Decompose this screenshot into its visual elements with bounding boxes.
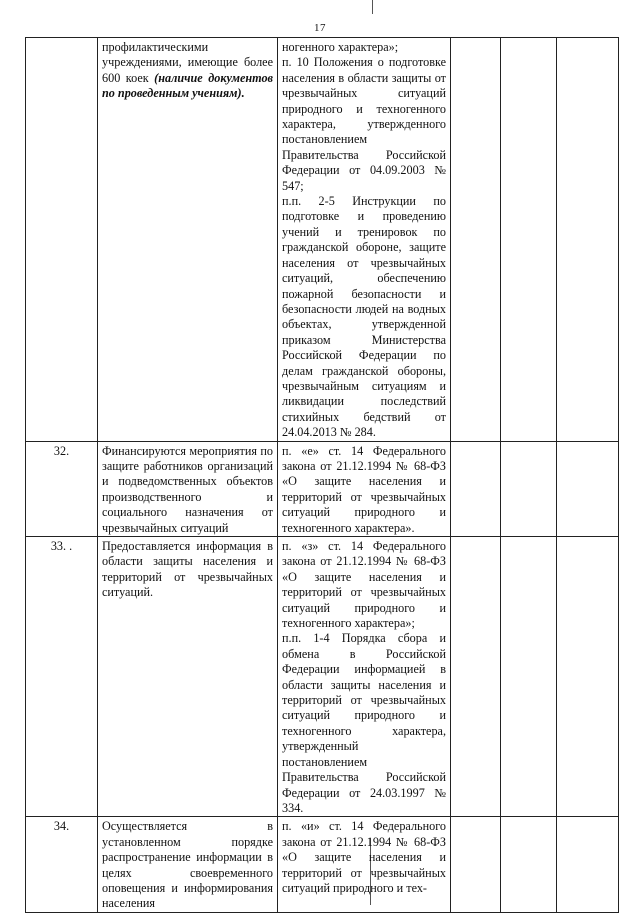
legal-reference: п. 10 Положения о подготовке населения в области защиты от чрезвычайных ситуаций природного и техногенного характера, утвержденного постановлением Правительства Российской Федерации от 04.09.2003 № 547; [282,55,446,193]
legal-reference-cell [278,537,451,817]
legal-reference: п.п. 1-4 Порядка сбора и обмена в Российской Федерации информацией в области защиты населения и территорий от чрезвычайных ситуаций природного и техногенного характера, утвержденный постановлением Правительства Российской Федерации от 24.03.1997 № 334. [282,631,446,815]
empty-cell [501,38,557,442]
requirement-text: Финансируются мероприятия по защите работников организаций и подведомственных объектов производственного и социального назначения от чрезвычайных ситуаций [102,443,273,535]
empty-cell [451,817,501,912]
row-number: 32. [26,441,98,536]
requirement-text: Предоставляется информация в области защиты населения и территорий от чрезвычайных ситуаций. [102,539,273,600]
legal-reference-cell [278,817,451,912]
table-row [26,441,619,536]
checklist-table [25,37,619,913]
requirement-text: Осуществляется в установленном порядке распространение информации в целях своевременного оповещения и информирования населения [102,819,273,911]
empty-cell [557,817,619,912]
legal-reference-cell [278,441,451,536]
table-row [26,38,619,442]
requirement-cell [98,441,278,536]
empty-cell [557,537,619,817]
legal-reference-cell [278,38,451,442]
empty-cell [501,441,557,536]
legal-reference: п. «е» ст. 14 Федерального закона от 21.12.1994 № 68-ФЗ «О защите населения и территорий от чрезвычайных ситуаций природного и техногенного характера». [282,443,446,535]
empty-cell [451,441,501,536]
empty-cell [501,537,557,817]
row-number [26,38,98,442]
empty-cell [501,817,557,912]
legal-reference: п.п. 2-5 Инструкции по подготовке и проведению учений и тренировок по гражданской обороне, защите населения от чрезвычайных ситуаций, обеспечению пожарной безопасности и безопасности людей на водных объектах, утвержденной приказом Министерства Российской Федерации по делам гражданской обороны, чрезвычайным ситуациям и ликвидации последствий стихийных бедствий от 24.04.2013 № 284. [282,194,446,440]
requirement-cell [98,817,278,912]
empty-cell [557,441,619,536]
legal-reference: п. «з» ст. 14 Федерального закона от 21.12.1994 № 68-ФЗ «О защите населения и территорий от чрезвычайных ситуаций природного и техногенного характера»; [282,539,446,631]
page-number: 17 [314,22,326,34]
table-row [26,537,619,817]
requirement-cell [98,38,278,442]
table-row [26,817,619,912]
legal-reference: ногенного характера»; [282,40,399,54]
requirement-cell [98,537,278,817]
legal-reference: п. «и» ст. 14 Федерального закона от 21.12.1994 № 68-ФЗ «О защите населения и территорий от чрезвычайных ситуаций природного и тех- [282,819,446,895]
row-number: 33. . [26,537,98,817]
requirement-emphasis: (наличие документов по проведенным учениям). [102,70,273,101]
row-number: 34. [26,817,98,912]
empty-cell [451,38,501,442]
requirement-text: профилактическими учреждениями, имеющие более 600 коек [102,40,273,85]
empty-cell [557,38,619,442]
scan-fold-line-top [372,0,373,14]
empty-cell [451,537,501,817]
